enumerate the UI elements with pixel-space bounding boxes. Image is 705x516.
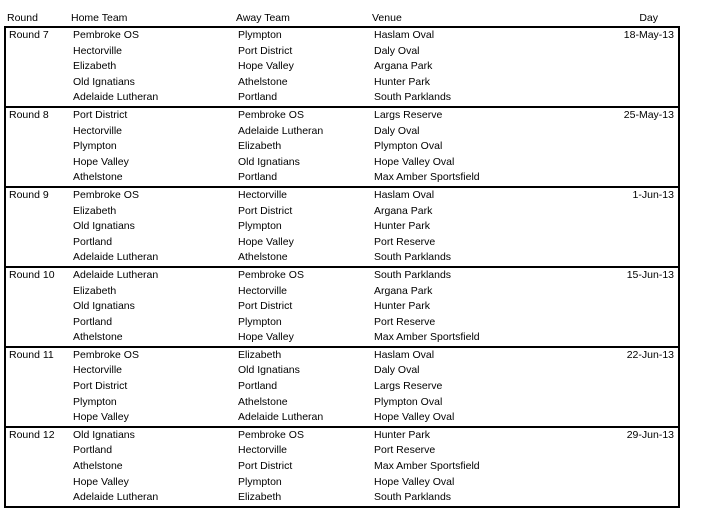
venue: South Parklands <box>374 251 452 264</box>
table-row <box>6 235 678 251</box>
table-row <box>6 139 678 155</box>
table-row <box>6 250 678 266</box>
round-label: Round 10 <box>9 268 55 281</box>
away-team: Old Ignatians <box>238 155 300 168</box>
away-team: Elizabeth <box>238 491 282 504</box>
venue: Plympton Oval <box>374 140 443 153</box>
away-team: Hope Valley <box>238 60 294 73</box>
venue: Argana Park <box>374 284 433 297</box>
away-team: Hope Valley <box>238 235 294 248</box>
home-team: Adelaide Lutheran <box>73 251 159 264</box>
home-team: Adelaide Lutheran <box>73 268 159 281</box>
away-team: Hectorville <box>238 284 288 297</box>
table-row <box>6 284 678 300</box>
home-team: Plympton <box>73 140 117 153</box>
table-row <box>6 410 678 426</box>
table-row <box>6 299 678 315</box>
round-block <box>4 26 680 108</box>
venue: Haslam Oval <box>374 348 435 361</box>
away-team: Elizabeth <box>238 348 282 361</box>
round-date: 25-May-13 <box>623 108 674 121</box>
home-team: Portland <box>73 315 113 328</box>
round-date: 18-May-13 <box>623 29 674 41</box>
table-row <box>6 90 678 106</box>
round-date: 1-Jun-13 <box>632 188 674 201</box>
venue: Hunter Park <box>374 300 431 313</box>
round-label: Round 7 <box>9 29 49 41</box>
table-row <box>6 490 678 506</box>
venue: Haslam Oval <box>374 188 435 201</box>
away-team: Hectorville <box>238 188 288 201</box>
table-row <box>6 475 678 491</box>
venue: Hunter Park <box>374 75 431 88</box>
home-team: Hope Valley <box>73 475 129 488</box>
away-team: Old Ignatians <box>238 364 300 377</box>
table-row <box>6 28 678 44</box>
home-team: Hectorville <box>73 44 123 57</box>
away-team: Portland <box>238 380 278 393</box>
venue: Max Amber Sportsfield <box>374 171 480 184</box>
venue: Haslam Oval <box>374 29 435 41</box>
table-row <box>6 75 678 91</box>
table-row <box>6 170 678 186</box>
table-row <box>6 395 678 411</box>
home-team: Athelstone <box>73 460 123 473</box>
home-team: Elizabeth <box>73 60 117 73</box>
venue: South Parklands <box>374 91 452 104</box>
table-row <box>6 443 678 459</box>
header-home-team: Home Team <box>71 12 128 24</box>
venue: Max Amber Sportsfield <box>374 460 480 473</box>
away-team: Port District <box>238 204 293 217</box>
away-team: Plympton <box>238 29 282 41</box>
home-team: Adelaide Lutheran <box>73 91 159 104</box>
table-row <box>6 44 678 60</box>
home-team: Plympton <box>73 395 117 408</box>
home-team: Hectorville <box>73 364 123 377</box>
venue: Hope Valley Oval <box>374 411 455 424</box>
table-row <box>6 330 678 346</box>
away-team: Port District <box>238 460 293 473</box>
venue: Daly Oval <box>374 364 420 377</box>
home-team: Adelaide Lutheran <box>73 491 159 504</box>
round-date: 15-Jun-13 <box>626 268 674 281</box>
home-team: Old Ignatians <box>73 300 135 313</box>
table-row <box>6 315 678 331</box>
venue: Hunter Park <box>374 220 431 233</box>
fixture-table <box>4 10 680 508</box>
round-label: Round 8 <box>9 108 49 121</box>
rounds-container <box>4 26 680 508</box>
table-row <box>6 219 678 235</box>
home-team: Old Ignatians <box>73 428 135 441</box>
away-team: Athelstone <box>238 75 288 88</box>
home-team: Hope Valley <box>73 155 129 168</box>
home-team: Athelstone <box>73 331 123 344</box>
away-team: Plympton <box>238 220 282 233</box>
away-team: Port District <box>238 300 293 313</box>
table-row <box>6 155 678 171</box>
header-round: Round <box>7 12 38 24</box>
table-row <box>6 363 678 379</box>
venue: Largs Reserve <box>374 108 443 121</box>
venue: Port Reserve <box>374 444 436 457</box>
away-team: Elizabeth <box>238 140 282 153</box>
away-team: Portland <box>238 91 278 104</box>
home-team: Pembroke OS <box>73 348 139 361</box>
home-team: Pembroke OS <box>73 29 139 41</box>
table-row <box>6 204 678 220</box>
table-row <box>6 59 678 75</box>
away-team: Hectorville <box>238 444 288 457</box>
table-row <box>6 124 678 140</box>
venue: Port Reserve <box>374 235 436 248</box>
venue: Argana Park <box>374 204 433 217</box>
away-team: Plympton <box>238 475 282 488</box>
away-team: Port District <box>238 44 293 57</box>
round-label: Round 12 <box>9 428 55 441</box>
table-row <box>6 428 678 444</box>
home-team: Port District <box>73 380 128 393</box>
round-block <box>4 106 680 188</box>
venue: Port Reserve <box>374 315 436 328</box>
away-team: Adelaide Lutheran <box>238 411 324 424</box>
venue: South Parklands <box>374 268 452 281</box>
home-team: Portland <box>73 235 113 248</box>
table-row <box>6 459 678 475</box>
venue: Max Amber Sportsfield <box>374 331 480 344</box>
round-block <box>4 186 680 268</box>
away-team: Hope Valley <box>238 331 294 344</box>
venue: Hunter Park <box>374 428 431 441</box>
table-row <box>6 348 678 364</box>
header-venue: Venue <box>372 12 402 24</box>
venue: Hope Valley Oval <box>374 155 455 168</box>
home-team: Elizabeth <box>73 284 117 297</box>
home-team: Elizabeth <box>73 204 117 217</box>
home-team: Port District <box>73 108 128 121</box>
header-row <box>4 10 680 26</box>
table-row <box>6 188 678 204</box>
round-date: 22-Jun-13 <box>626 348 674 361</box>
round-date: 29-Jun-13 <box>626 428 674 441</box>
round-block <box>4 266 680 348</box>
away-team: Plympton <box>238 315 282 328</box>
round-label: Round 9 <box>9 188 49 201</box>
header-day: Day <box>639 12 658 24</box>
round-block <box>4 346 680 428</box>
home-team: Pembroke OS <box>73 188 139 201</box>
away-team: Pembroke OS <box>238 428 304 441</box>
venue: Plympton Oval <box>374 395 443 408</box>
home-team: Old Ignatians <box>73 220 135 233</box>
table-row <box>6 268 678 284</box>
home-team: Old Ignatians <box>73 75 135 88</box>
venue: Hope Valley Oval <box>374 475 455 488</box>
venue: Daly Oval <box>374 124 420 137</box>
away-team: Portland <box>238 171 278 184</box>
table-row <box>6 379 678 395</box>
venue: Largs Reserve <box>374 380 443 393</box>
home-team: Athelstone <box>73 171 123 184</box>
venue: South Parklands <box>374 491 452 504</box>
venue: Argana Park <box>374 60 433 73</box>
home-team: Portland <box>73 444 113 457</box>
table-row <box>6 108 678 124</box>
round-block <box>4 426 680 508</box>
home-team: Hectorville <box>73 124 123 137</box>
round-label: Round 11 <box>9 348 54 361</box>
away-team: Athelstone <box>238 251 288 264</box>
header-away-team: Away Team <box>236 12 290 24</box>
home-team: Hope Valley <box>73 411 129 424</box>
away-team: Pembroke OS <box>238 108 304 121</box>
venue: Daly Oval <box>374 44 420 57</box>
away-team: Athelstone <box>238 395 288 408</box>
away-team: Pembroke OS <box>238 268 304 281</box>
away-team: Adelaide Lutheran <box>238 124 324 137</box>
